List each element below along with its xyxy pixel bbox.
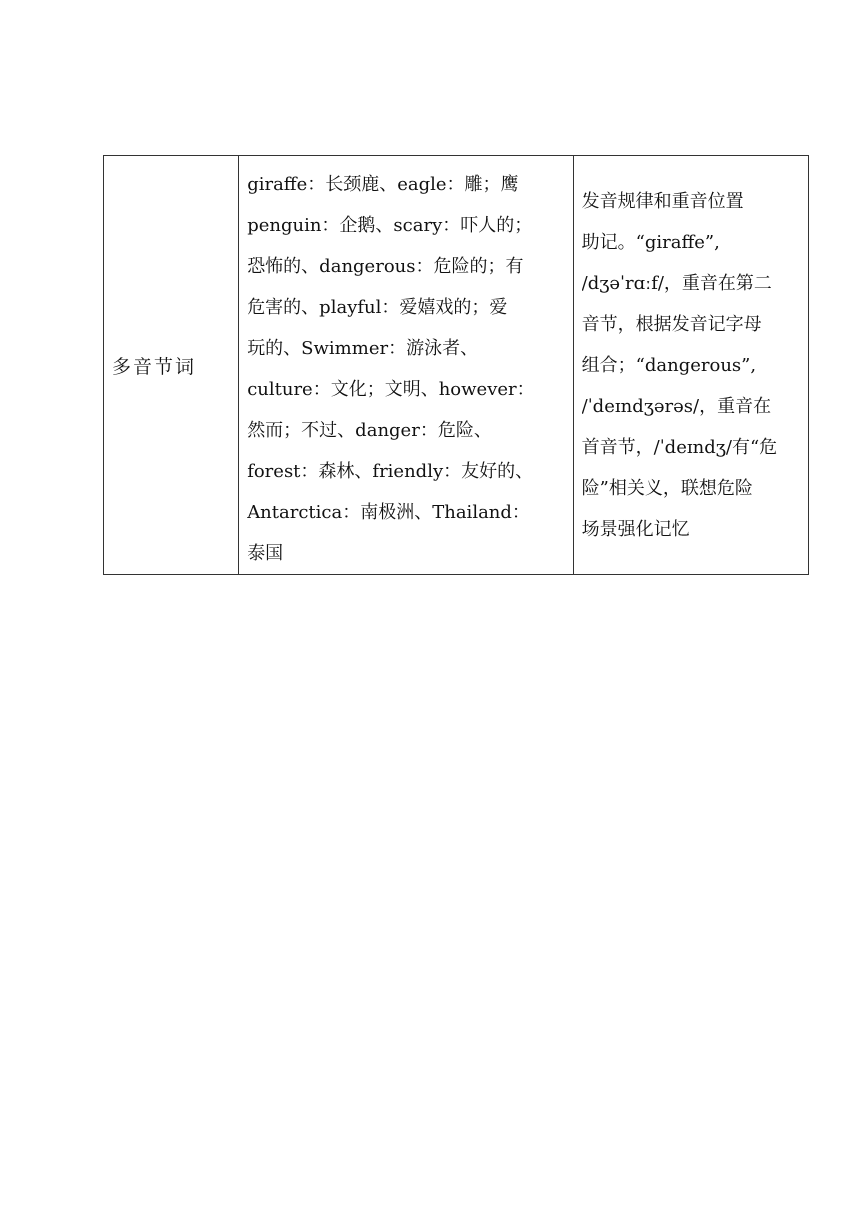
method-line: /ˈdeɪndʒərəs/，重音在 — [581, 396, 772, 417]
word-list-line: Antarctica：南极洲、Thailand： — [247, 502, 530, 523]
word-list-line: forest：森林、friendly：友好的、 — [247, 461, 534, 482]
word-list-line: 玩的、Swimmer：游泳者、 — [247, 338, 479, 359]
memory-method-cell — [573, 156, 808, 575]
method-line: 发音规律和重音位置 — [581, 191, 744, 212]
word-list-line: 然而；不过、danger：危险、 — [247, 420, 492, 441]
word-list-line: giraffe：长颈鹿、eagle：雕；鹰 — [247, 174, 519, 195]
vocabulary-table — [103, 155, 809, 575]
method-line: 助记。“giraffe”, — [581, 232, 720, 253]
word-type-label: 多音节词 — [112, 355, 197, 378]
word-list-line: culture：文化；文明、however： — [247, 379, 535, 400]
method-line: 音节，根据发音记字母 — [581, 314, 762, 335]
word-type-cell — [104, 156, 239, 575]
word-list-line: 泰国 — [247, 543, 284, 564]
table-row — [104, 156, 809, 575]
word-list-line: 危害的、playful：爱嬉戏的；爱 — [247, 297, 508, 318]
word-list-line: penguin：企鹅、scary：吓人的； — [247, 215, 533, 236]
method-line: 场景强化记忆 — [581, 519, 690, 540]
method-line: 首音节，/ˈdeɪndʒ/有“危 — [581, 437, 778, 458]
word-list-cell — [239, 156, 573, 575]
word-list-line: 恐怖的、dangerous：危险的；有 — [247, 256, 524, 277]
method-line: 险”相关义，联想危险 — [581, 478, 753, 499]
method-line: 组合；“dangerous”, — [581, 355, 757, 376]
method-line: /dʒəˈrɑːf/，重音在第二 — [581, 273, 772, 294]
